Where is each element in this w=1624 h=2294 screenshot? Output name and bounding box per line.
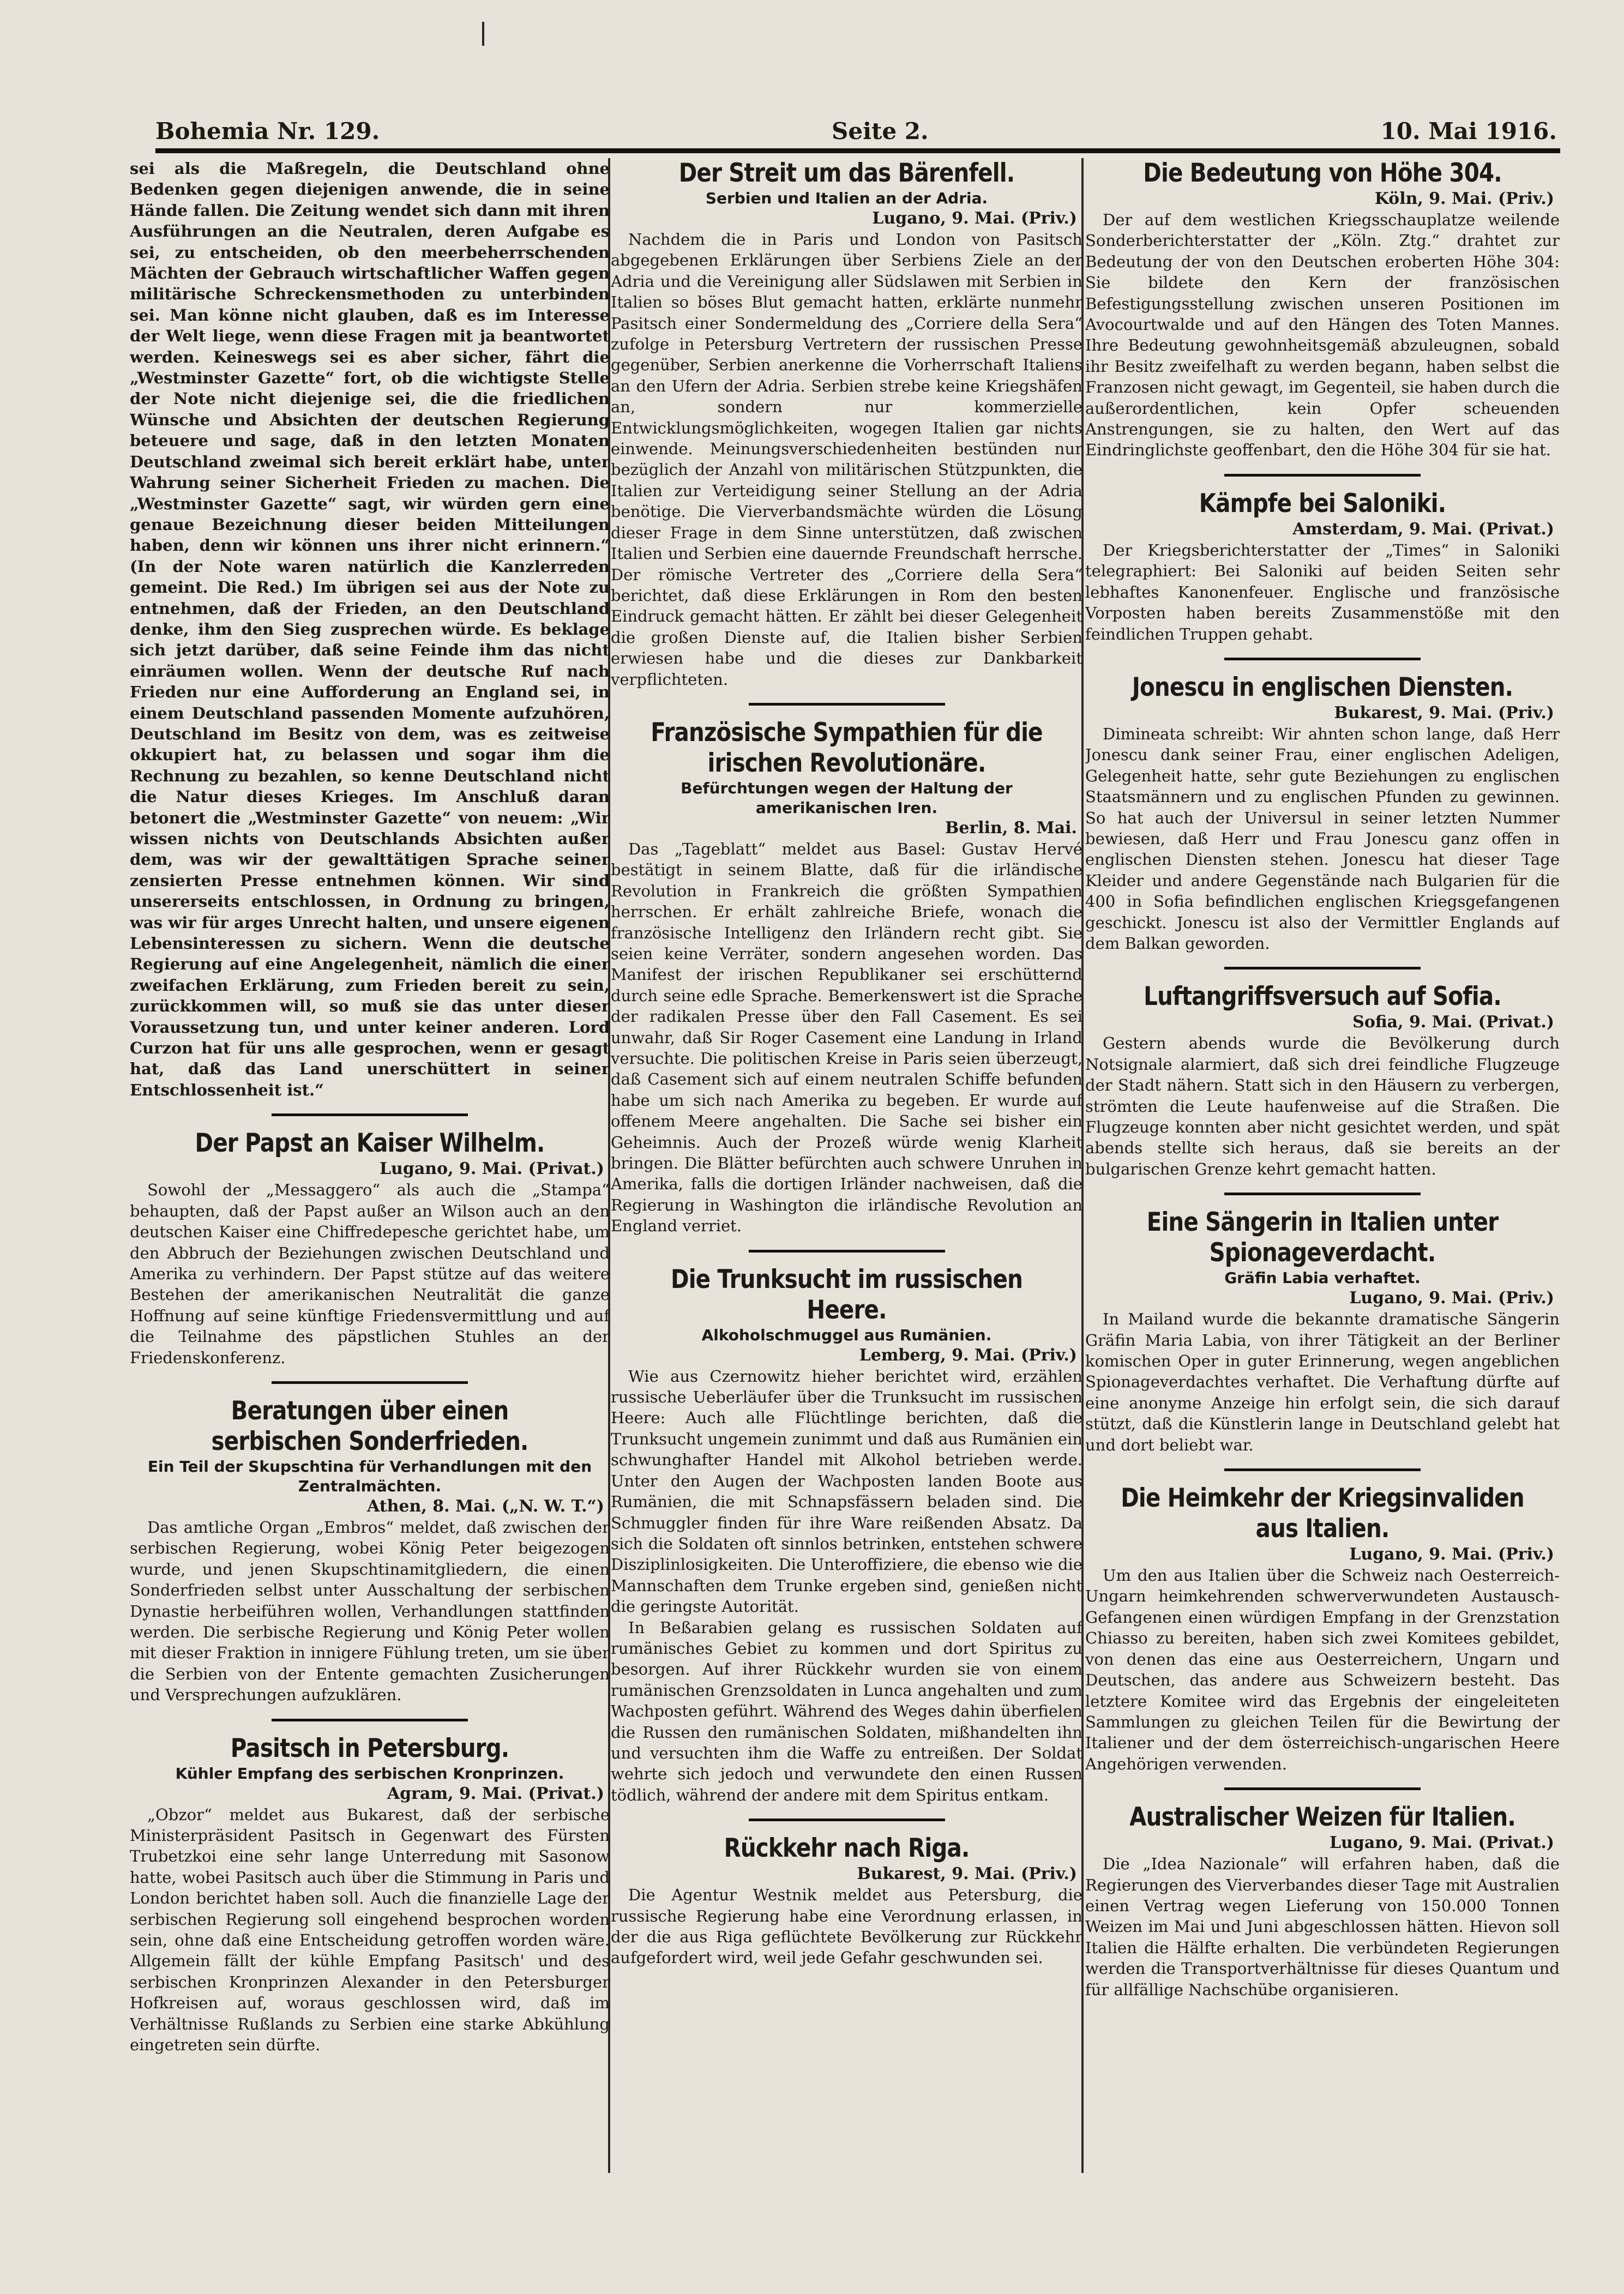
column-1: [130, 158, 610, 2173]
article-title-papst: Der Papst an Kaiser Wilhelm.: [195, 1128, 545, 1159]
dateline-jonescu: Bukarest, 9. Mai. (Priv.): [1334, 703, 1554, 722]
article-separator: [1224, 1787, 1421, 1790]
article-separator: [749, 703, 945, 706]
article-subtitle-saengerin: Gräfin Labia verhaftet.: [1224, 1269, 1421, 1287]
article-text-sympathien: Das „Tageblatt“ meldet aus Basel: Gustav Hervé bestätigt in seinem Blatte, daß für die irländische Revolution in Frankreich die größten Sympathien herrschen. Er erhält zahlreiche Briefe, wonach die französische Intelligenz den Irländern recht gibt. Sie seien keine Verräter, sondern angesehen worden. Das Manifest der irischen Republikaner sei erschütternd durch seine edle Sprache. Bemerkenswert ist die Sprache der radikalen Presse über den Fall Casement. Es sei unwahr, daß Sir Roger Casement eine Landung in Irland versuchte. Die politischen Kreise in Paris seien überzeugt, daß Casement sich auf einem neutralen Schiffe befunden habe um sich nach Amerika zu begeben. Er wurde auf offenem Meere angehalten. Die Sache sei bisher ein Geheimnis. Auch der Prozeß würde wenig Klarheit bringen. Die Blätter befürchten auch schwere Unruhen in Amerika, falls die dortigen Irländer nachweisen, daß die Regierung in Washington die irländische Revolution an England verriet.: [611, 839, 1082, 1236]
article-text-jonescu: Dimineata schreibt: Wir ahnten schon lange, daß Herr Jonescu dank seiner Frau, einer englischen Adeligen, Gelegenheit hatte, sehr gute Beziehungen zu englischen Staatsmännern und zu englischen Pfunden zu gewinnen. So hat auch der Universul in seiner letzten Nummer bewiesen, daß Herr und Frau Jonescu ganz offen in englischen Diensten stehen. Jonescu hat dieser Tage Kleider und andere Gegenstände nach Bulgarien für die 400 in Sofia befindlichen englischen Kriegsgefangenen geschickt. Jonescu ist also der Vermittler Englands auf dem Balkan geworden.: [1085, 724, 1560, 953]
article-separator: [272, 1719, 468, 1721]
article-separator: [749, 1819, 945, 1821]
article-subtitle-baerenfell: Serbien und Italien an der Adria.: [705, 189, 988, 207]
article-separator: [1224, 1468, 1421, 1471]
article-text-papst: Sowohl der „Messaggero“ als auch die „Stampa“ behaupten, daß der Papst außer an Wilson auch an den deutschen Kaiser eine Chiffredepesche gerichtet habe, um den Abbruch der Beziehungen zwischen Deutschland und Amerika zu verhindern. Der Papst stütze auf das weitere Bestehen der amerikanischen Neutralität die ganze Hoffnung auf seine künftige Friedensvermittlung und auf die Teilnahme des päpstlichen Stuhles an der Friedenskonferenz.: [130, 1181, 610, 1367]
dateline-saloniki: Amsterdam, 9. Mai. (Privat.): [1292, 519, 1554, 539]
article-separator: [1224, 967, 1421, 970]
header-center: Seite 2.: [832, 118, 929, 144]
article-title-sofia: Luftangriffsversuch auf Sofia.: [1144, 982, 1501, 1012]
article-title-heimkehr: Die Heimkehr der Kriegsinvaliden aus Italien.: [1121, 1483, 1524, 1544]
article-text-heimkehr: Um den aus Italien über die Schweiz nach Oesterreich-Ungarn heimkehrenden schwerverwundeten Austausch-Gefangenen einen würdigen Empfang in der Grenzstation Chiasso zu bereiten, haben sich zwei Komitees gebildet, von denen das eine aus Oesterreichern, Ungarn und Deutschen, das andere aus Schweizern besteht. Das letztere Komitee wird das Ergebnis der eingeleiteten Sammlungen zu gleichen Teilen für die Bewirtung der Italiener und der dem österreichisch-ungarischen Heere Angehörigen verwenden.: [1085, 1566, 1560, 1773]
dateline-trunksucht: Lemberg, 9. Mai. (Priv.): [859, 1345, 1077, 1365]
article-title-pasitsch: Pasitsch in Petersburg.: [230, 1733, 509, 1763]
article-text-beratungen: Das amtliche Organ „Embros“ meldet, daß zwischen der serbischen Regierung, wobei König Peter beigezogen wurde, und jenen Skupschtinamitgliedern, die einen Sonderfrieden selbst unter Ausschaltung der serbischen Dynastie herbeiführen wollen, Verhandlungen stattfinden werden. Die serbische Regierung und König Peter wollen mit dieser Fraktion in innigere Fühlung treten, um sie über die Serbien von der Entente gemachten Zusicherungen und Versprechungen aufzuklären.: [130, 1518, 610, 1705]
column-2: [611, 158, 1082, 2173]
scan-mark: [482, 22, 484, 46]
dateline-pasitsch: Agram, 9. Mai. (Privat.): [387, 1784, 604, 1803]
article-subtitle-sympathien: Befürchtungen wegen der Haltung der amerikanischen Iren.: [681, 779, 1013, 817]
dateline-weizen: Lugano, 9. Mai. (Privat.): [1329, 1833, 1554, 1853]
dateline-baerenfell: Lugano, 9. Mai. (Priv.): [872, 209, 1077, 228]
article-title-saloniki: Kämpfe bei Saloniki.: [1199, 488, 1446, 519]
article-text-pasitsch: „Obzor“ meldet aus Bukarest, daß der serbische Ministerpräsident Pasitsch in Gegenwart des Fürsten Trubetzkoi eine sehr lange Unterredung mit Sasonow hatte, wobei Pasitsch auch über die Stimmung in Paris und London berichtet haben soll. Auch die finanzielle Lage der serbischen Regierung soll eingehend besprochen worden sein, ohne daß eine Entscheidung getroffen worden wäre. Allgemein fällt der kühle Empfang Pasitsch' und des serbischen Kronprinzen Alexander in den Petersburger Hofkreisen auf, woraus geschlossen wird, daß im Verhältnisse Rußlands zu Serbien eine starke Abkühlung eingetreten sein dürfte.: [130, 1805, 610, 2055]
header-right: 10. Mai 1916.: [1380, 118, 1557, 144]
header-left: Bohemia Nr. 129.: [155, 118, 380, 144]
article-separator: [1224, 658, 1421, 660]
page-header: [155, 106, 1557, 144]
article-text-baerenfell: Nachdem die in Paris und London von Pasitsch abgegebenen Erklärungen über Serbiens Ziele an der Adria und die Vereinigung aller Südslawen mit Serbien in Italien so böses Blut gemacht hatten, erklärte nunmehr Pasitsch einer Sondermeldung des „Corriere della Sera“ zufolge in Petersburg Vertretern der russischen Presse gegenüber, Serbien anerkenne die Vorherrschaft Italiens an den Ufern der Adria. Serbien strebe keine Kriegshäfen an, sondern nur kommerzielle Entwicklungsmöglichkeiten, wogegen Italien gar nichts einwende. Meinungsverschiedenheiten bestünden nur bezüglich der Anzahl von militärischen Stützpunkten, die Italien zur Verteidigung seiner Stellung an der Adria benötige. Die Vierverbandsmächte würden die Lösung dieser Frage in dem Sinne unterstützen, daß zwischen Italien und Serbien eine dauernde Freundschaft herrsche. Der römische Vertreter des „Corriere della Sera“ berichtet, daß diese Erklärungen in Rom den besten Eindruck gemacht hätten. Er zählt bei dieser Gelegenheit die großen Dienste auf, die Italien bisher Serbien erwiesen habe und die dieses zur Dankbarkeit verpflichteten.: [611, 230, 1082, 689]
article-title-jonescu: Jonescu in englischen Diensten.: [1132, 672, 1513, 702]
article-title-beratungen: Beratungen über einen serbischen Sonderfrieden.: [211, 1395, 528, 1456]
article-text-trunksucht-2: In Beßarabien gelang es russischen Soldaten auf rumänisches Gebiet zu kommen und dort Spiritus zu besorgen. Auf ihrer Rückkehr wurden sie von einem rumänischen Grenzsoldaten in Lunca angehalten und zum Wachposten geführt. Während des Weges dahin überfielen die Russen den rumänischen Soldaten, mißhandelten ihn und versuchten ihm die Waffe zu entreißen. Der Soldat wehrte sich jedoch und verwundete den einen Russen tödlich, während der andere mit dem Spiritus entkam.: [611, 1618, 1082, 1804]
article-text-riga: Die Agentur Westnik meldet aus Petersburg, die russische Regierung habe eine Verordnung erlassen, in der die aus Riga geflüchtete Bevölkerung zur Rückkehr aufgefordert wird, weil jede Gefahr geschwunden sei.: [611, 1886, 1082, 1967]
continued-article-text: sei als die Maßregeln, die Deutschland ohne Bedenken gegen diejenigen anwende, die in seine Hände fallen. Die Zeitung wendet sich dann mit ihren Ausführungen an die Neutralen, deren Aufgabe es sei, zu entscheiden, ob den meerbeherrschenden Mächten der Gebrauch wirtschaftlicher Waffen gegen militärische Schreckensmethoden zu unterbinden sei. Man könne nicht glauben, daß es im Interesse der Welt liege, wenn diese Fragen mit ja beantwortet werden. Keineswegs sei es aber sicher, fährt die „Westminster Gazette“ fort, ob die wichtigste Stelle der Note nicht diejenige sei, die die friedlichen Wünsche und Absichten der deutschen Regierung beteuere und sage, daß in den letzten Monaten Deutschland zweimal sich bereit erklärt habe, unter Wahrung seiner Sicherheit Frieden zu machen. Die „Westminster Gazette“ sagt, wir würden gern eine genaue Bezeichnung dieser beiden Mitteilungen haben, denn wir können uns ihrer nicht erinnern.“ (In der Note waren natürlich die Kanzlerreden gemeint. Die Red.) Im übrigen sei aus der Note zu entnehmen, daß der Frieden, an den Deutschland denke, ihm den Sieg zusprechen würde. Es beklage sich jetzt darüber, daß seine Feinde ihm das nicht einräumen wollen. Wenn der deutsche Ruf nach Frieden nur eine Aufforderung an England sei, in einem Deutschland passenden Momente aufzuhören, Deutschland im Besitz von dem, was es zeitweise okkupiert hat, zu belassen und sogar ihm die Rechnung zu bezahlen, so kenne Deutschland nicht die Natur dieses Krieges. Im Anschluß daran betonert die „Westminster Gazette“ von neuem: „Wir wissen nichts von Deutschlands Absichten außer dem, was wir der gewalttätigen Sprache seiner zensierten Presse entnehmen können. Wir sind unsererseits entschlossen, in Ordnung zu bringen, was wir für arges Unrecht halten, und unsere eigenen Lebensinteressen zu sichern. Wenn die deutsche Regierung auf eine Angelegenheit, nämlich die einer zweifachen Erklärung, zum Frieden bereit zu sein, zurückkommen will, so muß sie das unter dieser Voraussetzung tun, und unter keiner anderen. Lord Curzon hat für uns alle gesprochen, wenn er gesagt hat, daß das Land unerschüttert in seiner Entschlossenheit ist.“: [130, 159, 610, 1099]
article-text-weizen: Die „Idea Nazionale“ will erfahren haben, daß die Regierungen des Vierverbandes dieser Tage mit Australien einen Vertrag wegen Lieferung von 150.000 Tonnen Weizen im Mai und Juni abgeschlossen hätten. Hievon soll Italien die Hälfte erhalten. Die verbündeten Regierungen werden die Transportverhältnisse für dieses Quantum und für allfällige Nachschübe organisieren.: [1085, 1855, 1560, 1999]
dateline-sofia: Sofia, 9. Mai. (Privat.): [1352, 1013, 1554, 1032]
article-separator: [272, 1381, 468, 1384]
article-title-hoehe-304: Die Bedeutung von Höhe 304.: [1143, 158, 1502, 188]
article-text-saloniki: Der Kriegsberichterstatter der „Times“ in Saloniki telegraphiert: Bei Saloniki auf beiden Seiten sehr lebhaftes Kanonenfeuer. Englische und französische Vorposten haben bereits Zusammenstöße mit den feindlichen Truppen gehabt.: [1085, 540, 1560, 643]
dateline-hoehe-304: Köln, 9. Mai. (Priv.): [1374, 189, 1554, 208]
article-title-baerenfell: Der Streit um das Bärenfell.: [678, 158, 1015, 188]
article-title-saengerin: Eine Sängerin in Italien unter Spionageverdacht.: [1146, 1207, 1499, 1268]
article-title-sympathien: Französische Sympathien für die irischen Revolutionäre.: [651, 717, 1043, 778]
article-text-sofia: Gestern abends wurde die Bevölkerung durch Notsignale alarmiert, daß sich drei feindliche Flugzeuge der Stadt nähern. Statt sich in den Häusern zu verbergen, strömten die Leute haufenweise auf die Straßen. Die Flugzeuge konnten aber nicht gesichtet werden, und spät abends stellte sich heraus, daß sie bereits an der bulgarischen Grenze kehrt gemacht hatten.: [1085, 1034, 1560, 1178]
article-text-saengerin: In Mailand wurde die bekannte dramatische Sängerin Gräfin Maria Labia, von ihrer Tätigkeit an der Berliner komischen Oper in guter Erinnerung, wegen angeblichen Spionageverdachtes verhaftet. Die Verhaftung dürfte auf eine anonyme Anzeige hin erfolgt sein, die sich darauf stützt, daß die Künstlerin lange in Deutschland gelebt hat und dort beliebt war.: [1085, 1310, 1560, 1454]
header-rule: [155, 148, 1560, 153]
dateline-sympathien: Berlin, 8. Mai.: [945, 818, 1077, 838]
dateline-heimkehr: Lugano, 9. Mai. (Priv.): [1349, 1545, 1554, 1564]
article-title-riga: Rückkehr nach Riga.: [724, 1833, 970, 1864]
article-title-weizen: Australischer Weizen für Italien.: [1129, 1802, 1515, 1833]
dateline-papst: Lugano, 9. Mai. (Privat.): [379, 1159, 604, 1179]
dateline-beratungen: Athen, 8. Mai. („N. W. T.“): [367, 1496, 604, 1516]
dateline-riga: Bukarest, 9. Mai. (Priv.): [857, 1864, 1077, 1884]
article-subtitle-trunksucht: Alkoholschmuggel aus Rumänien.: [701, 1326, 992, 1344]
article-subtitle-beratungen: Ein Teil der Skupschtina für Verhandlungen mit den Zentralmächten.: [147, 1457, 592, 1495]
article-separator: [1224, 474, 1421, 477]
article-title-trunksucht: Die Trunksucht im russischen Heere.: [671, 1264, 1022, 1325]
article-separator: [749, 1250, 945, 1253]
article-text-hoehe-304: Der auf dem westlichen Kriegsschauplatze weilende Sonderberichterstatter der „Köln. Ztg.“ drahtet zur Bedeutung der von den Deutschen eroberten Höhe 304: Sie bildete den Kern der französischen Befestigungsstellung zwischen unseren Positionen im Avocourtwalde und auf den Hängen des Toten Mannes. Ihre Bedeutung gewohnheitsgemäß abzuleugnen, sobald ihr Besitz zweifelhaft zu werden begann, haben selbst die Franzosen nicht gewagt, im Gegenteil, sie haben durch die außerordentlichen, kein Opfer scheuenden Anstrengungen, sie zu halten, den Wert auf das Eindringlichste geoffenbart, den die Höhe 304 für sie hat.: [1085, 210, 1560, 460]
dateline-saengerin: Lugano, 9. Mai. (Priv.): [1349, 1289, 1554, 1308]
article-text-trunksucht-1: Wie aus Czernowitz hieher berichtet wird, erzählen russische Ueberläufer über die Trunksucht im russischen Heere: Auch alle Flüchtlinge berichten, daß die Trunksucht ungemein zunimmt und daß aus Rumänien ein schwunghafter Handel mit Alkohol betrieben werde. Unter den Augen der Wachposten landen Boote aus Rumänien, die mit Schnapsfässern beladen sind. Die Schmuggler finden für ihre Ware reißenden Absatz. Da sich die Soldaten oft sinnlos betrinken, entstehen schwere Disziplinlosigkeiten. Die Unteroffiziere, die ebenso wie die Mannschaften dem Trunke ergeben sind, genießen nicht die geringste Autorität.: [611, 1366, 1082, 1616]
article-subtitle-pasitsch: Kühler Empfang des serbischen Kronprinzen.: [175, 1764, 564, 1783]
article-separator: [1224, 1193, 1421, 1195]
article-separator: [272, 1113, 468, 1116]
column-3: [1085, 158, 1560, 2173]
